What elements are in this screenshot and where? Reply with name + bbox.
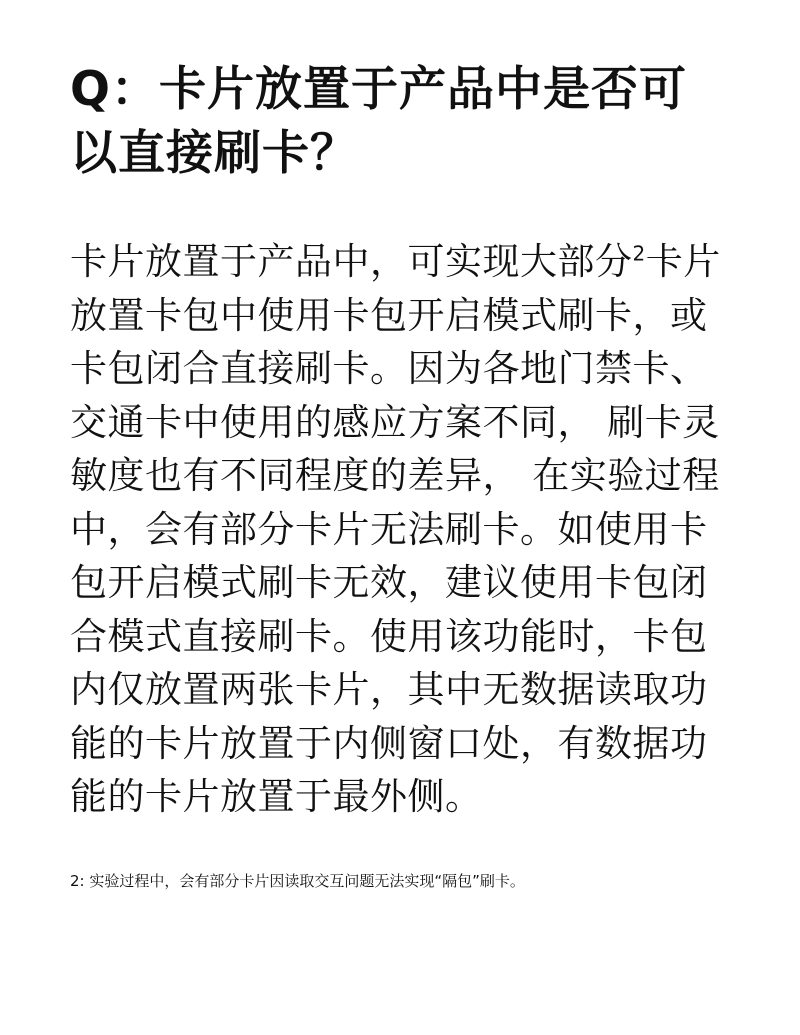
body-line: 内仅放置两张卡片，其中无数据读取功 [70, 668, 708, 711]
body-line: 中，会有部分卡片无法刷卡。如使用卡 [70, 507, 708, 551]
title-line: 以直接刷卡？ [70, 126, 358, 181]
body-text-segment: 卡片放置于产品中，可实现大部分 [70, 240, 633, 283]
footnote: 2: 实验过程中，会有部分卡片因读取交互问题无法实现“隔包”刷卡。 [70, 872, 525, 890]
body-line: 能的卡片放置于最外侧。 [70, 775, 483, 818]
body-line [70, 235, 730, 289]
body-text-segment: 卡片 [645, 240, 721, 283]
answer-paragraph [70, 235, 730, 824]
body-line: 交通卡中使用的感应方案不同， 刷卡灵 [70, 400, 720, 444]
title-line: Q：卡片放置于产品中是否可 [70, 62, 687, 117]
body-line: 能的卡片放置于内侧窗口处，有数据功 [70, 721, 708, 765]
body-line: 包开启模式刷卡无效，建议使用卡包闭 [70, 561, 708, 604]
page-title [70, 58, 710, 186]
body-line: 卡包闭合直接刷卡。因为各地门禁卡、 [70, 347, 708, 390]
body-line: 敏度也有不同程度的差异， 在实验过程 [70, 454, 720, 497]
body-line: 放置卡包中使用卡包开启模式刷卡，或 [70, 293, 708, 337]
footnote-marker: 2 [632, 241, 646, 266]
body-line: 合模式直接刷卡。使用该功能时，卡包 [70, 614, 708, 658]
